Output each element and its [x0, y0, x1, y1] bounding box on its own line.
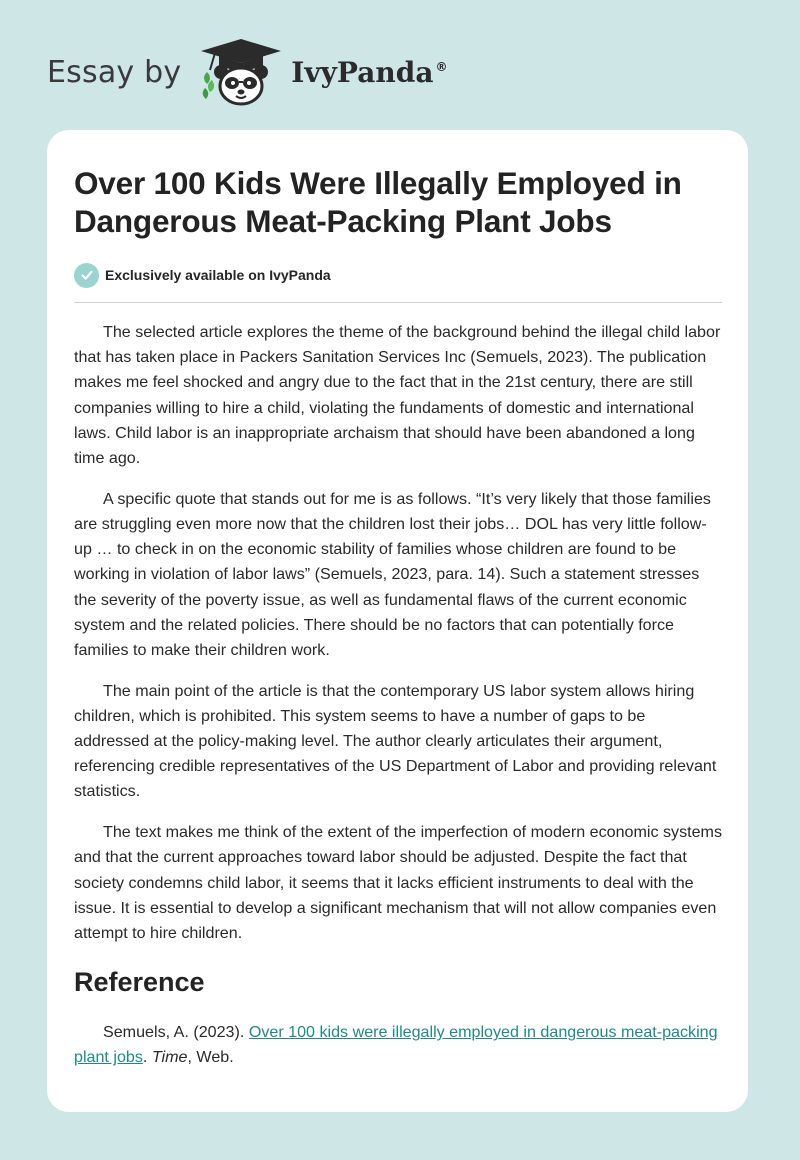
- panda-logo-icon[interactable]: [195, 36, 287, 108]
- essay-card: [47, 130, 748, 1112]
- brand-text: IvyPanda: [291, 55, 434, 89]
- divider: [74, 302, 722, 303]
- reference-suffix: , Web.: [187, 1048, 234, 1067]
- trademark-symbol: ®: [435, 60, 448, 75]
- paragraph: The selected article explores the theme of the background behind the illegal child labor that has taken place in Packers Sanitation Services Inc (Semuels, 2023). The publication makes me feel shocked and angry due to the fact that in the 21st century, there are still companies willing to hire a child, violating the fundaments of domestic and international laws. Child labor is an inappropriate archaism that should have been abandoned a long time ago.: [74, 323, 721, 468]
- site-header: [47, 36, 447, 108]
- reference-author-year: Semuels, A. (2023).: [103, 1023, 249, 1042]
- reference-link[interactable]: Over 100 kids were illegally employed in dangerous meat-packing plant jobs: [74, 1023, 718, 1067]
- reference-punctuation: .: [142, 1048, 152, 1067]
- paragraph: The text makes me think of the extent of the imperfection of modern economic systems and that the current approaches toward labor should be adjusted. Despite the fact that society condemns child labor, it seems that it lacks efficient instruments to deal with the issue. It is essential to develop a significant mechanism that will not allow companies even attempt to hire children.: [74, 823, 722, 942]
- reference-publication: Time: [151, 1048, 188, 1067]
- brand-name[interactable]: [291, 56, 447, 89]
- essay-title: Over 100 Kids Were Illegally Employed in Dangerous Meat-Packing Plant Jobs: [74, 165, 682, 239]
- essay-by-label: Essay by: [47, 54, 182, 90]
- exclusive-badge: [74, 262, 722, 288]
- reference-entry: [74, 1020, 722, 1070]
- essay-body: [74, 320, 722, 946]
- paragraph: The main point of the article is that the contemporary US labor system allows hiring children, which is prohibited. This system seems to have a number of gaps to be addressed at the policy-making level. The author clearly articulates their argument, referencing credible representatives of the US Department of Labor and providing relevant statistics.: [74, 681, 717, 801]
- paragraph: A specific quote that stands out for me is as follows. “It’s very likely that those families are struggling even more now that the children lost their jobs… DOL has very little follow-up … to check in on the economic stability of families whose children are found to be working in violation of labor laws” (Semuels, 2023, para. 14). Such a statement stresses the severity of the poverty issue, as well as fundamental flaws of the current economic system and the related policies. There should be no factors that can potentially force families to make their children work.: [74, 489, 711, 659]
- reference-heading: Reference: [74, 967, 205, 998]
- check-icon: [74, 263, 99, 288]
- exclusive-badge-label: Exclusively available on IvyPanda: [105, 267, 331, 283]
